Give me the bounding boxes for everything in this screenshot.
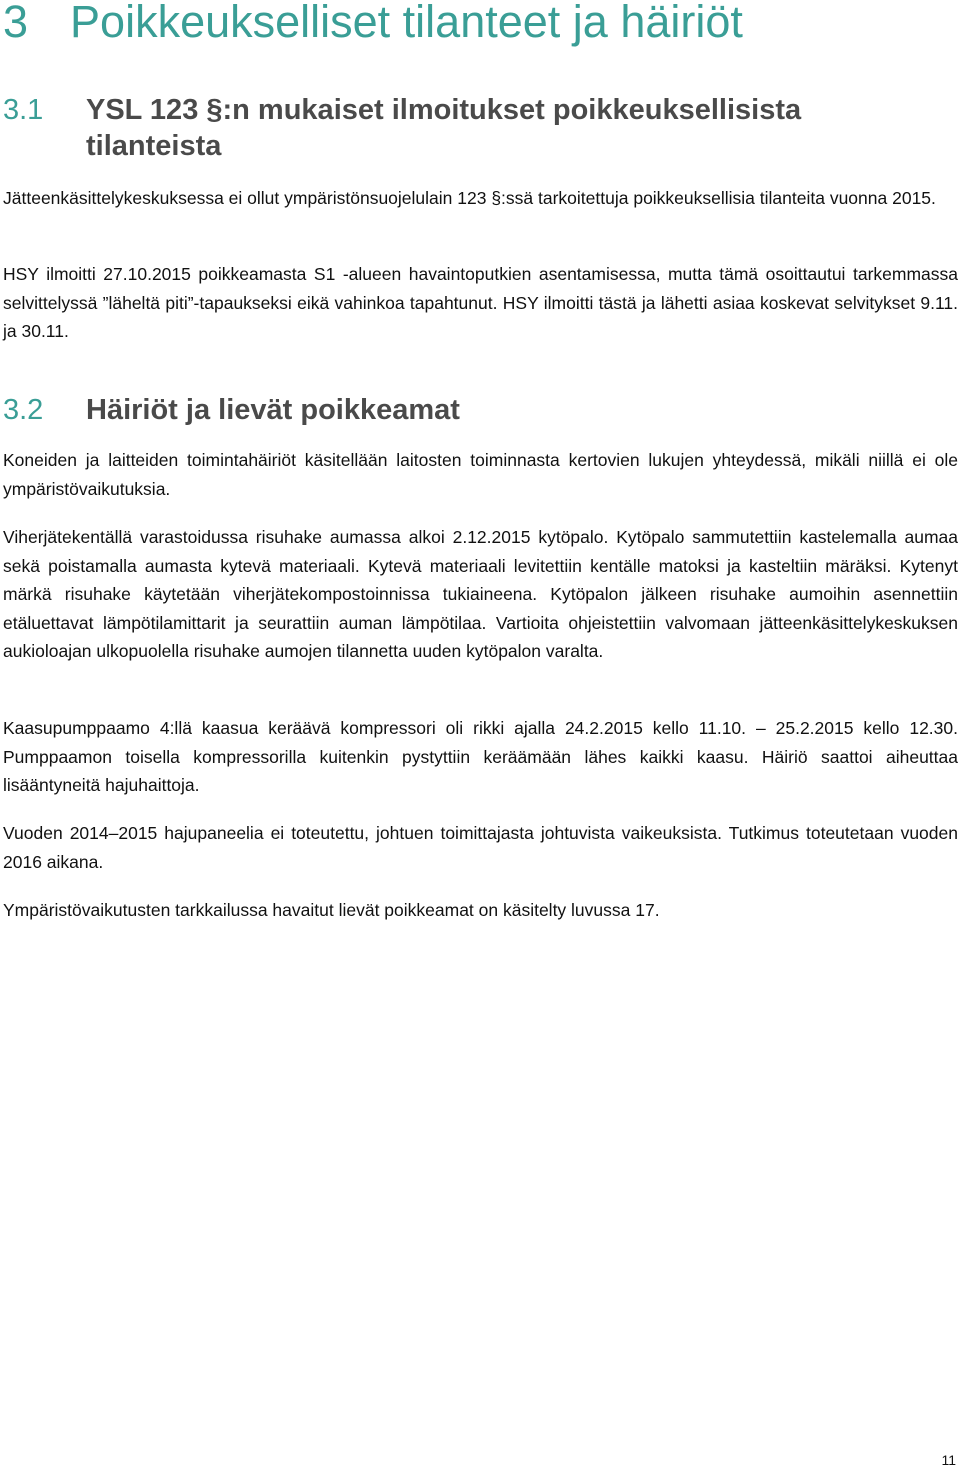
section-title: Häiriöt ja lievät poikkeamat xyxy=(86,394,460,426)
paragraph: Jätteenkäsittelykeskuksessa ei ollut ympäristönsuojelulain 123 §:ssä tarkoitettuja poikkeuksellisia tilanteita vuonna 2015. xyxy=(3,188,936,208)
section-title: YSL 123 §:n mukaiset ilmoitukset poikkeuksellisista tilanteista xyxy=(86,94,802,162)
chapter-title: Poikkeukselliset tilanteet ja häiriöt xyxy=(70,0,743,47)
paragraph: Viherjätekentällä varastoidussa risuhake aumassa alkoi 2.12.2015 kytöpalo. Kytöpalo sammutettiin kastelemalla aumaa sekä poistamalla aumasta kytevä materiaali. Kytevä materiaali levitettiin kentälle matoksi ja kasteltiin märäksi. Kytenyt märkä risuhake käytetään viherjätekompostoinnissa tukiaineena. Kytöpalon jälkeen risuhake aumoihin asennettiin etäluettavat lämpötilamittarit ja seurattiin auman lämpötilaa. Vartioita ohjeistettiin valvomaan jätteenkäsittelykeskuksen aukioloajan ulkopuolella risuhake aumojen tilannetta uuden kytöpalon varalta. xyxy=(3,527,958,662)
paragraph: HSY ilmoitti 27.10.2015 poikkeamasta S1 -alueen havaintoputkien asentamisessa, mutta tämä osoittautui tarkemmassa selvittelyssä ”läheltä piti”-tapaukseksi eikä vahinkoa tapahtunut. HSY ilmoitti tästä ja lähetti asiaa koskevat selvitykset 9.11. ja 30.11. xyxy=(3,264,958,342)
chapter-number: 3 xyxy=(3,0,29,47)
section-heading-3-1 xyxy=(3,92,923,164)
paragraph: Koneiden ja laitteiden toimintahäiriöt käsitellään laitosten toiminnasta kertovien lukujen yhteydessä, mikäli niillä ei ole ympäristövaikutuksia. xyxy=(3,450,958,499)
paragraph: Vuoden 2014–2015 hajupaneelia ei toteutettu, johtuen toimittajasta johtuvista vaikeuksista. Tutkimus toteutetaan vuoden 2016 aikana. xyxy=(3,823,958,872)
paragraph: Kaasupumppaamo 4:llä kaasua keräävä kompressori oli rikki ajalla 24.2.2015 kello 11.10. – 25.2.2015 kello 12.30. Pumppaamon toisella kompressorilla kuitenkin pystyttiin keräämään lähes kaikki kaasu. Häiriö saattoi aiheuttaa lisääntyneitä hajuhaittoja. xyxy=(3,718,958,796)
chapter-heading xyxy=(3,0,743,50)
section-number: 3.2 xyxy=(3,394,44,426)
section-number: 3.1 xyxy=(3,94,44,126)
page-number: 11 xyxy=(941,1452,956,1468)
section-heading-3-2 xyxy=(3,392,923,428)
paragraph: Ympäristövaikutusten tarkkailussa havaitut lievät poikkeamat on käsitelty luvussa 17. xyxy=(3,900,660,920)
